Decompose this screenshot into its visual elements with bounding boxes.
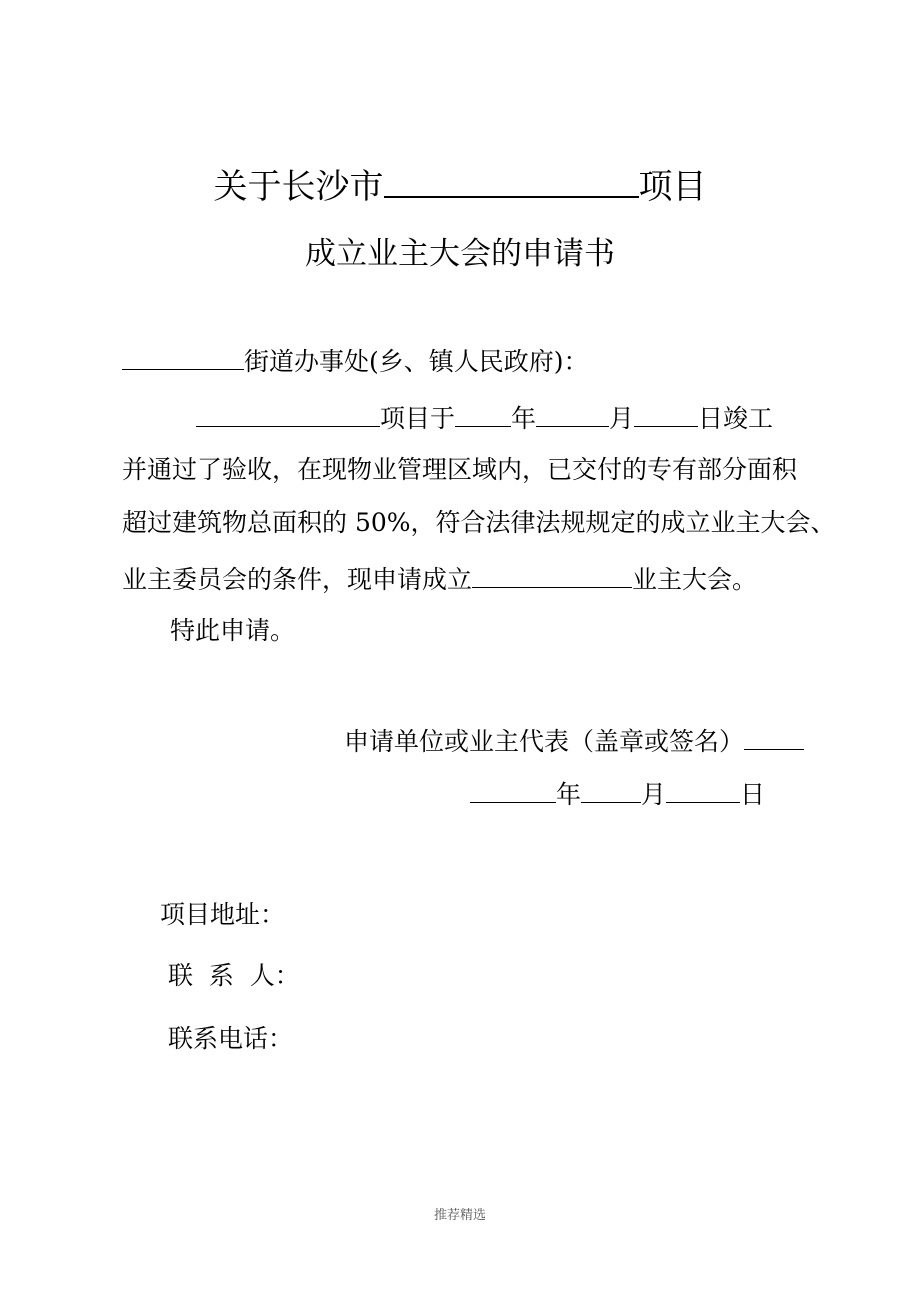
title-prefix: 关于长沙市 xyxy=(213,167,384,207)
body-line-2: 并通过了验收，在现物业管理区域内，已交付的专有部分面积 xyxy=(122,455,798,484)
owners-assembly-prefix: 业主委员会的条件，现申请成立 xyxy=(122,565,473,594)
signature-blank[interactable] xyxy=(744,723,804,750)
closing-text: 特此申请。 xyxy=(170,616,296,645)
project-text: 项目于 xyxy=(380,404,456,433)
completed-text: 日竣工 xyxy=(698,404,774,433)
year-text: 年 xyxy=(511,404,537,433)
assembly-name-blank[interactable] xyxy=(472,561,632,588)
project-blank[interactable] xyxy=(196,400,380,427)
month-text: 月 xyxy=(609,404,635,433)
signature-label: 申请单位或业主代表（盖章或签名） xyxy=(344,727,745,756)
day-blank[interactable] xyxy=(634,400,698,427)
subdistrict-blank[interactable] xyxy=(122,343,244,370)
addressee-text: 街道办事处(乡、镇人民政府)： xyxy=(244,347,589,376)
document-subtitle: 成立业主大会的申请书 xyxy=(305,236,615,272)
owners-assembly-suffix: 业主大会。 xyxy=(632,565,758,594)
contact-person-label: 联 系 人： xyxy=(168,961,300,990)
body-line-1 xyxy=(196,400,773,435)
page-footer: 推荐精选 xyxy=(433,1208,486,1223)
sign-day-text: 日 xyxy=(740,780,766,809)
sign-day-blank[interactable] xyxy=(666,776,740,803)
document-title xyxy=(0,162,920,209)
year-blank[interactable] xyxy=(455,400,511,427)
signature-date-line xyxy=(470,776,765,811)
addressee-line xyxy=(122,343,589,378)
body-line-3: 超过建筑物总面积的 50%，符合法律法规规定的成立业主大会、 xyxy=(122,508,836,537)
project-name-blank[interactable] xyxy=(384,162,639,198)
sign-month-blank[interactable] xyxy=(581,776,641,803)
month-blank[interactable] xyxy=(536,400,609,427)
signature-line xyxy=(344,723,804,758)
body-line-4 xyxy=(122,561,757,596)
project-address-label: 项目地址： xyxy=(160,900,286,929)
sign-month-text: 月 xyxy=(641,780,667,809)
title-suffix: 项目 xyxy=(638,167,707,207)
sign-year-blank[interactable] xyxy=(470,776,556,803)
sign-year-text: 年 xyxy=(556,780,582,809)
contact-phone-label: 联系电话： xyxy=(168,1024,294,1053)
